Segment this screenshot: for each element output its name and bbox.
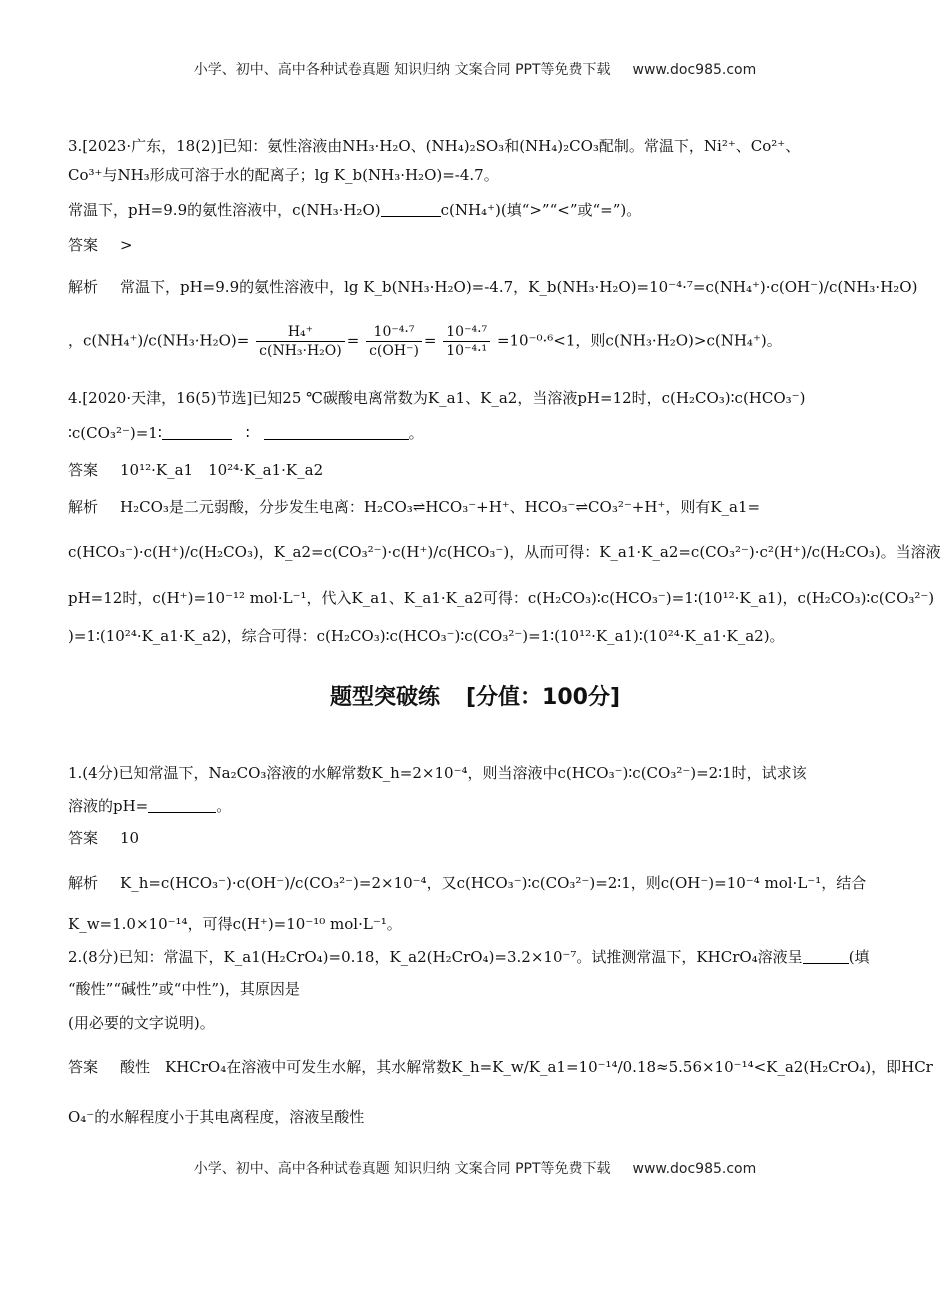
q3-line-2: Co³⁺与NH₃形成可溶于水的配离子；lg K_b(NH₃·H₂O)=-4.7。 <box>68 166 499 184</box>
fraction <box>366 323 422 360</box>
section-title-text: 题型突破练 <box>329 685 440 710</box>
analysis-label: 解析 <box>68 874 99 892</box>
p2-line-1 <box>68 946 888 968</box>
answer-blank[interactable] <box>381 202 441 217</box>
analysis-label: 解析 <box>68 498 99 516</box>
fraction-denominator: c(OH⁻) <box>369 343 419 359</box>
header-text: 小学、初中、高中各种试卷真题 知识归纳 文案合同 PPT等免费下载 <box>193 62 611 78</box>
p1-answer-line <box>68 827 888 849</box>
q4-analysis-line-4: )=1∶(10²⁴·K_a1·K_a2)，综合可得：c(H₂CO₃)∶c(HCO₃⁻)∶c(CO₃²⁻)=1∶(10¹²·K_a1)∶(10²⁴·K_a1·K_a2)。 <box>68 627 785 645</box>
q3-analysis-text: 常温下，pH=9.9的氨性溶液中，lg K_b(NH₃·H₂O)=-4.7，K_b(NH₃·H₂O)=10⁻⁴·⁷=c(NH₄⁺)·c(OH⁻)/c(NH₃·H₂O) <box>120 278 918 296</box>
answer-label: 答案 <box>68 236 99 254</box>
p2-line-2: “酸性”“碱性”或“中性”)，其原因是 <box>68 980 300 998</box>
fraction-numerator: H₄⁺ <box>256 323 345 342</box>
section-title <box>0 680 950 711</box>
p2-answer-line <box>68 1056 933 1078</box>
answer-label: 答案 <box>68 461 99 479</box>
q4-analysis-text: H₂CO₃是二元弱酸，分步发生电离：H₂CO₃⇌HCO₃⁻+H⁺、HCO₃⁻⇌CO₃²⁻+H⁺，则有K_a1= <box>120 498 761 516</box>
p2-answer-text: 酸性 KHCrO₄在溶液中可发生水解，其水解常数K_h=K_w/K_a1=10⁻¹⁴/0.18≈5.56×10⁻¹⁴<K_a2(H₂CrO₄)，即HCr <box>120 1058 933 1076</box>
answer-blank[interactable] <box>148 798 216 813</box>
p1-analysis-text: K_h=c(HCO₃⁻)·c(OH⁻)/c(CO₃²⁻)=2×10⁻⁴，又c(HCO₃⁻)∶c(CO₃²⁻)=2∶1，则c(OH⁻)=10⁻⁴ mol·L⁻¹，结合 <box>120 874 867 892</box>
footer-site: www.doc985.com <box>632 1161 757 1177</box>
p1-question-text: 溶液的pH= <box>68 797 149 815</box>
q4-ratio-start: ∶c(CO₃²⁻)=1∶ <box>68 424 162 442</box>
page-header <box>0 59 950 79</box>
answer-blank[interactable] <box>264 425 409 440</box>
answer-label: 答案 <box>68 1058 99 1076</box>
fraction <box>256 323 345 360</box>
answer-label: 答案 <box>68 829 99 847</box>
p2-question-text: 2.(8分)已知：常温下，K_a1(H₂CrO₄)=0.18，K_a2(H₂CrO₄)=3.2×10⁻⁷。试推测常温下，KHCrO₄溶液呈 <box>68 948 803 966</box>
q4-analysis-line-1 <box>68 496 888 518</box>
fraction-numerator: 10⁻⁴·⁷ <box>443 323 490 342</box>
q3-answer: > <box>120 236 133 254</box>
p1-analysis-line-1 <box>68 872 888 894</box>
q4-analysis-line-3: pH=12时，c(H⁺)=10⁻¹² mol·L⁻¹，代入K_a1、K_a1·K_a2可得：c(H₂CO₃)∶c(HCO₃⁻)=1∶(10¹²·K_a1)，c(H₂CO₃)∶c(CO₃²⁻) <box>68 589 935 607</box>
header-site: www.doc985.com <box>632 62 757 78</box>
fraction <box>443 323 490 360</box>
page-footer <box>0 1158 950 1178</box>
p1-analysis-line-2: K_w=1.0×10⁻¹⁴，可得c(H⁺)=10⁻¹⁰ mol·L⁻¹。 <box>68 915 402 933</box>
q4-answer: 10¹²·K_a1 10²⁴·K_a1·K_a2 <box>120 461 324 479</box>
q4-analysis-line-2: c(HCO₃⁻)·c(H⁺)/c(H₂CO₃)，K_a2=c(CO₃²⁻)·c(H⁺)/c(HCO₃⁻)，从而可得：K_a1·K_a2=c(CO₃²⁻)·c²(H⁺)/c(H₂CO₃)。当溶液 <box>68 543 941 561</box>
answer-blank[interactable] <box>162 425 232 440</box>
q3-analysis-tail: =10⁻⁰·⁶<1，则c(NH₃·H₂O)>c(NH₄⁺)。 <box>496 331 782 350</box>
q3-analysis-prefix: ，c(NH₄⁺)/c(NH₃·H₂O)= <box>68 331 250 350</box>
fraction-denominator: 10⁻⁴·¹ <box>446 343 488 359</box>
p1-question-end: 。 <box>216 797 232 815</box>
q3-question-text: 常温下，pH=9.9的氨性溶液中，c(NH₃·H₂O) <box>68 201 381 219</box>
q4-answer-line <box>68 459 888 481</box>
footer-text: 小学、初中、高中各种试卷真题 知识归纳 文案合同 PPT等免费下载 <box>193 1161 611 1177</box>
p1-line-1: 1.(4分)已知常温下，Na₂CO₃溶液的水解常数K_h=2×10⁻⁴，则当溶液中c(HCO₃⁻)∶c(CO₃²⁻)=2∶1时，试求该 <box>68 764 807 782</box>
p2-answer-line-2: O₄⁻的水解程度小于其电离程度，溶液呈酸性 <box>68 1108 365 1126</box>
p2-line-3: (用必要的文字说明)。 <box>68 1014 215 1032</box>
q3-analysis-line-1 <box>68 276 918 298</box>
analysis-label: 解析 <box>68 278 99 296</box>
q3-line-3 <box>68 199 888 221</box>
q3-analysis-line-2: ，c(NH₄⁺)/c(NH₃·H₂O)= $\frac{\text{H₄⁺}}{\text{c(NH₃·H₂O)}}$ = $\frac{\text{10⁻⁴·⁷}}{c(OH^-)}$ = $\frac{\text{10⁻⁴·⁷}}{\text{10⁻⁴·¹}}$ =10⁻⁰·⁶<1，则c(NH₃·H₂O)>c(NH₄⁺)。 <box>68 324 782 359</box>
q4-ratio-end: 。 <box>408 424 424 442</box>
q3-line-1: 3.[2023·广东，18(2)]已知：氨性溶液由NH₃·H₂O、(NH₄)₂SO₃和(NH₄)₂CO₃配制。常温下，Ni²⁺、Co²⁺、 <box>68 137 801 155</box>
p1-answer: 10 <box>120 829 140 847</box>
q4-line-1: 4.[2020·天津，16(5)节选]已知25 ℃碳酸电离常数为K_a1、K_a2，当溶液pH=12时，c(H₂CO₃)∶c(HCO₃⁻) <box>68 389 806 407</box>
q3-question-tail: c(NH₄⁺)(填“>”“<”或“=”)。 <box>440 201 642 219</box>
answer-blank[interactable] <box>803 949 849 964</box>
q4-ratio-separator: ∶ <box>245 424 250 442</box>
p1-line-2 <box>68 795 888 817</box>
p2-question-tail: (填 <box>848 948 870 966</box>
fraction-denominator: c(NH₃·H₂O) <box>259 343 342 359</box>
q4-line-2 <box>68 422 888 444</box>
fraction-numerator: 10⁻⁴·⁷ <box>366 323 422 342</box>
section-score: [分值：100分] <box>465 685 621 710</box>
q3-answer-line <box>68 234 888 256</box>
